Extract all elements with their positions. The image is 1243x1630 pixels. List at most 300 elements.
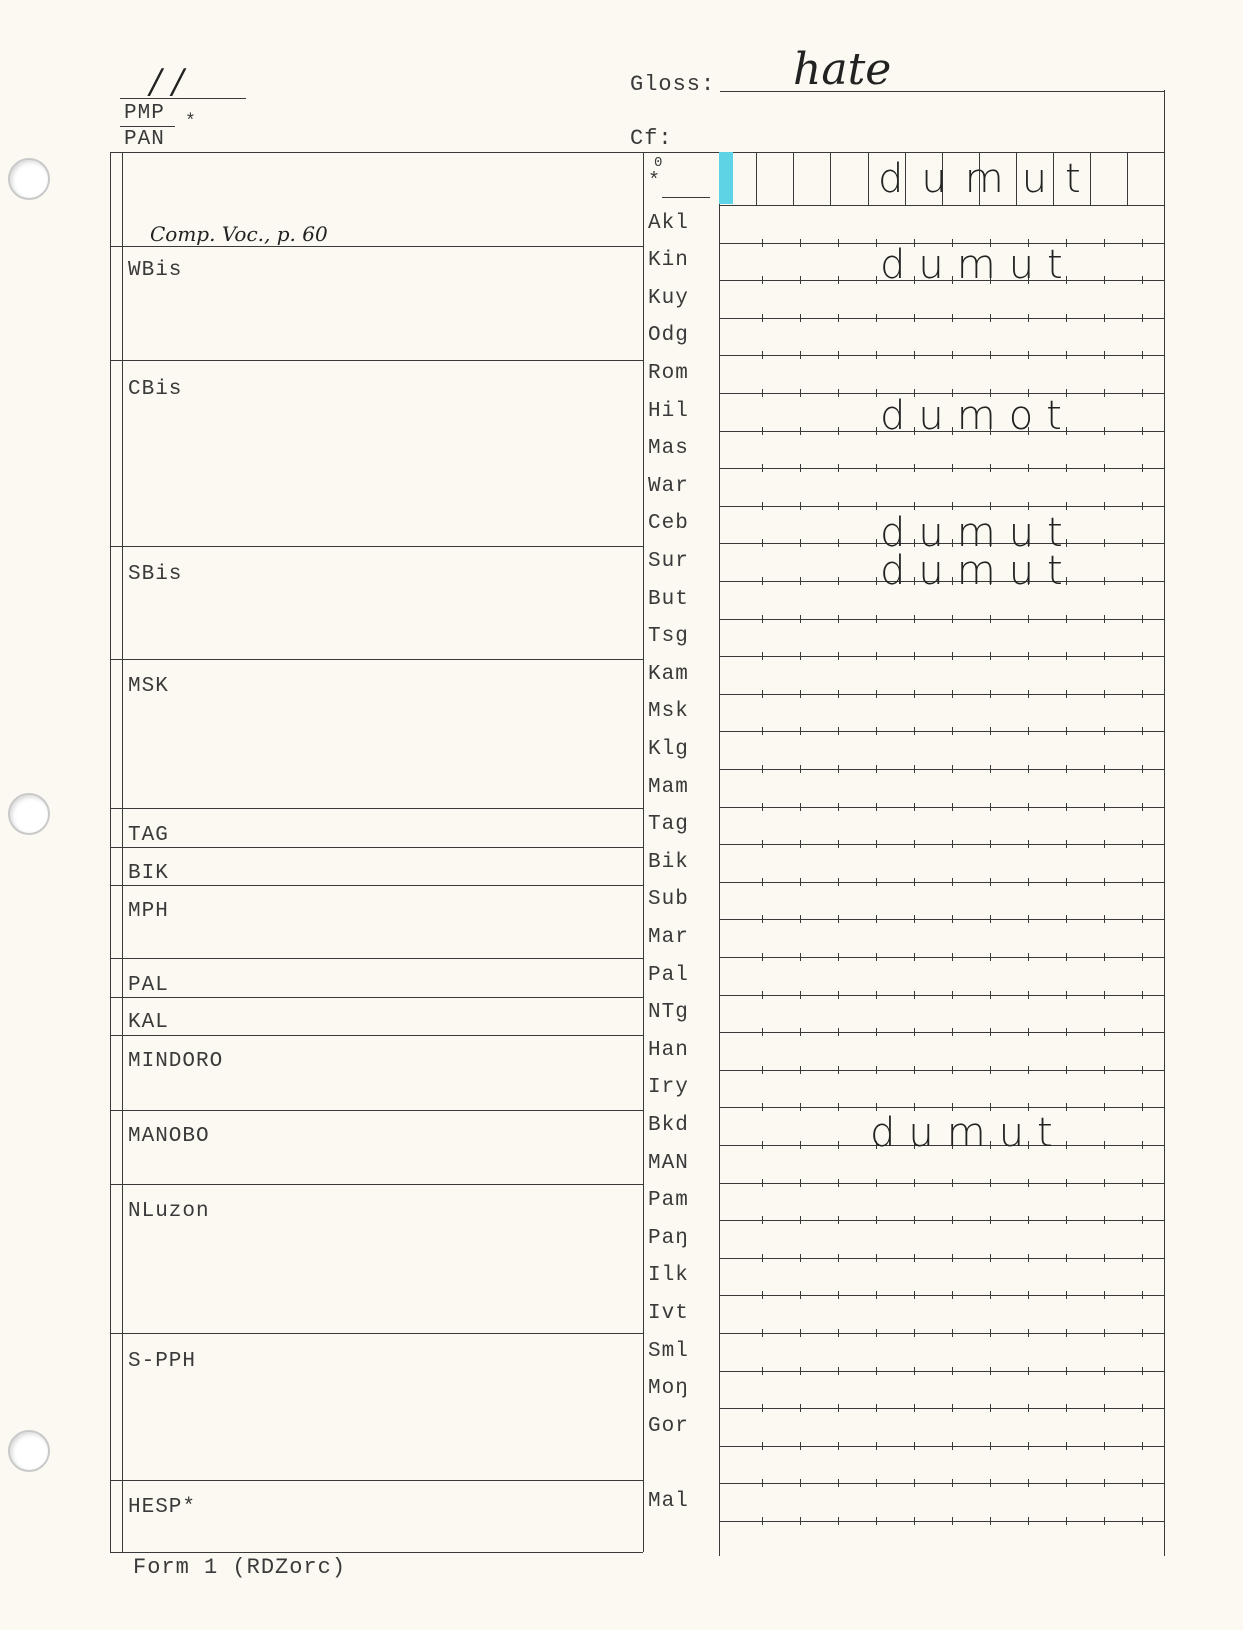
row-tick [1104, 502, 1105, 510]
language-row-line [719, 1295, 1164, 1296]
row-tick [838, 1141, 839, 1149]
row-tick [1104, 389, 1105, 397]
row-tick [838, 539, 839, 547]
row-tick [1104, 1291, 1105, 1299]
row-tick [838, 314, 839, 322]
row-tick [990, 351, 991, 359]
row-tick [800, 652, 801, 660]
language-label: Hil [648, 400, 689, 423]
row-tick [1142, 502, 1143, 510]
row-tick [1142, 1254, 1143, 1262]
row-tick [1142, 652, 1143, 660]
row-tick [800, 539, 801, 547]
region-pal: PAL [128, 974, 169, 997]
language-row-line [719, 1483, 1164, 1484]
row-tick [1104, 991, 1105, 999]
row-tick [914, 652, 915, 660]
row-tick [1142, 765, 1143, 773]
row-tick [876, 1517, 877, 1525]
row-tick [914, 1517, 915, 1525]
language-label: Sml [648, 1340, 689, 1363]
row-tick [1066, 1028, 1067, 1036]
row-tick [838, 765, 839, 773]
proto-boxed-form: dumut [878, 156, 1099, 202]
pan-label: PAN [124, 128, 165, 151]
row-tick [876, 502, 877, 510]
row-tick [990, 1254, 991, 1262]
row-tick [800, 577, 801, 585]
row-tick [800, 427, 801, 435]
row-tick [876, 727, 877, 735]
row-tick [800, 953, 801, 961]
row-tick [838, 1367, 839, 1375]
row-tick [876, 1254, 877, 1262]
row-tick [838, 502, 839, 510]
row-tick [1104, 239, 1105, 247]
row-tick [1104, 727, 1105, 735]
row-tick [876, 1404, 877, 1412]
entry-hil: dumot [880, 393, 1075, 439]
row-tick [838, 1179, 839, 1187]
row-tick [990, 690, 991, 698]
row-tick [838, 1216, 839, 1224]
row-tick [838, 840, 839, 848]
region-manobo: MANOBO [128, 1125, 210, 1148]
row-tick [914, 502, 915, 510]
row-tick [1028, 314, 1029, 322]
row-tick [876, 464, 877, 472]
row-tick [952, 1517, 953, 1525]
proto-small-mark: 0 [654, 155, 664, 171]
language-label: Han [648, 1039, 689, 1062]
row-tick [838, 652, 839, 660]
row-tick [1066, 1517, 1067, 1525]
row-tick [1066, 464, 1067, 472]
punch-hole-top [8, 158, 50, 200]
row-tick [1104, 840, 1105, 848]
row-tick [1104, 690, 1105, 698]
language-row-line [719, 656, 1164, 657]
row-tick [990, 314, 991, 322]
row-tick [1104, 915, 1105, 923]
row-tick [876, 1367, 877, 1375]
row-tick [1066, 1404, 1067, 1412]
row-tick [1028, 1291, 1029, 1299]
row-tick [838, 878, 839, 886]
row-tick [1066, 915, 1067, 923]
row-tick [762, 1216, 763, 1224]
row-tick [914, 1179, 915, 1187]
language-row-line [719, 919, 1164, 920]
row-tick [762, 765, 763, 773]
row-tick [1142, 1216, 1143, 1224]
row-tick [1066, 1479, 1067, 1487]
row-tick [952, 464, 953, 472]
row-tick [800, 351, 801, 359]
language-label: War [648, 475, 689, 498]
row-tick [1066, 727, 1067, 735]
row-tick [876, 652, 877, 660]
row-tick [1104, 1254, 1105, 1262]
row-tick [990, 991, 991, 999]
row-tick [914, 1254, 915, 1262]
row-tick [990, 1291, 991, 1299]
row-tick [1142, 1141, 1143, 1149]
language-label: Klg [648, 738, 689, 761]
row-tick [1142, 464, 1143, 472]
language-row-line [719, 995, 1164, 996]
row-tick [1028, 1367, 1029, 1375]
language-row-line [719, 355, 1164, 356]
language-row-line [719, 1258, 1164, 1259]
region-msk: MSK [128, 675, 169, 698]
row-tick [1028, 1216, 1029, 1224]
row-tick [876, 539, 877, 547]
row-tick [952, 1442, 953, 1450]
row-tick [1028, 464, 1029, 472]
language-row-line [719, 1446, 1164, 1447]
row-tick [876, 1216, 877, 1224]
row-tick [1104, 615, 1105, 623]
row-tick [762, 276, 763, 284]
language-row-line [719, 1333, 1164, 1334]
row-tick [800, 1028, 801, 1036]
pmp-star: * [185, 112, 197, 132]
row-tick [990, 953, 991, 961]
row-tick [1028, 1404, 1029, 1412]
row-tick [876, 1479, 877, 1487]
row-tick [914, 1216, 915, 1224]
row-tick [762, 1517, 763, 1525]
region-cbis: CBis [128, 378, 183, 401]
row-tick [952, 1216, 953, 1224]
language-label: Sur [648, 550, 689, 573]
row-tick [1104, 577, 1105, 585]
row-tick [1104, 1517, 1105, 1525]
row-tick [762, 953, 763, 961]
row-tick [952, 1066, 953, 1074]
row-tick [914, 464, 915, 472]
row-tick [1142, 615, 1143, 623]
language-label: Sub [648, 888, 689, 911]
row-tick [800, 991, 801, 999]
row-tick [838, 1479, 839, 1487]
row-tick [952, 615, 953, 623]
row-tick [1104, 1028, 1105, 1036]
row-tick [1066, 765, 1067, 773]
row-tick [952, 915, 953, 923]
row-tick [952, 690, 953, 698]
row-tick [1028, 878, 1029, 886]
language-row-line [719, 1220, 1164, 1221]
row-tick [990, 915, 991, 923]
row-tick [762, 239, 763, 247]
row-tick [762, 727, 763, 735]
language-label: Ivt [648, 1302, 689, 1325]
row-tick [914, 1329, 915, 1337]
row-tick [876, 991, 877, 999]
row-tick [1104, 539, 1105, 547]
row-tick [952, 1479, 953, 1487]
row-tick [800, 464, 801, 472]
row-tick [914, 1367, 915, 1375]
language-row-line [719, 1183, 1164, 1184]
row-tick [1142, 1179, 1143, 1187]
gloss-value: hate [793, 44, 892, 95]
row-tick [800, 276, 801, 284]
row-tick [762, 1404, 763, 1412]
row-tick [1142, 389, 1143, 397]
row-tick [952, 1254, 953, 1262]
region-sbis: SBis [128, 563, 183, 586]
row-tick [1104, 1442, 1105, 1450]
language-row-line [719, 619, 1164, 620]
language-label: Tag [648, 813, 689, 836]
language-label: Pam [648, 1189, 689, 1212]
row-tick [1142, 1103, 1143, 1111]
entry-kin: dumut [880, 242, 1076, 288]
row-tick [838, 427, 839, 435]
row-tick [1066, 991, 1067, 999]
row-tick [1104, 878, 1105, 886]
row-tick [876, 276, 877, 284]
row-tick [800, 1179, 801, 1187]
row-tick [800, 1066, 801, 1074]
row-tick [838, 615, 839, 623]
row-tick [1028, 1442, 1029, 1450]
row-tick [914, 991, 915, 999]
row-tick [1104, 1103, 1105, 1111]
row-tick [838, 577, 839, 585]
row-tick [762, 464, 763, 472]
row-tick [800, 690, 801, 698]
row-tick [952, 1028, 953, 1036]
row-tick [1142, 1517, 1143, 1525]
row-tick [1104, 1367, 1105, 1375]
row-tick [1028, 615, 1029, 623]
row-tick [1104, 1141, 1105, 1149]
row-tick [762, 577, 763, 585]
row-tick [762, 690, 763, 698]
row-tick [1066, 1291, 1067, 1299]
row-tick [1066, 615, 1067, 623]
row-tick [876, 840, 877, 848]
row-tick [838, 1442, 839, 1450]
language-label: Mas [648, 437, 689, 460]
row-tick [762, 1442, 763, 1450]
row-tick [990, 840, 991, 848]
row-tick [762, 878, 763, 886]
row-tick [1142, 840, 1143, 848]
row-tick [1028, 991, 1029, 999]
language-row-line [719, 769, 1164, 770]
row-tick [1142, 1404, 1143, 1412]
row-tick [876, 1442, 877, 1450]
language-label: But [648, 588, 689, 611]
row-tick [762, 1066, 763, 1074]
row-tick [876, 1179, 877, 1187]
language-label: NTg [648, 1001, 689, 1024]
row-tick [1028, 1329, 1029, 1337]
language-label: Tsg [648, 625, 689, 648]
row-tick [800, 502, 801, 510]
pmp-label: PMP [124, 102, 165, 125]
row-tick [876, 878, 877, 886]
row-tick [1142, 803, 1143, 811]
row-tick [800, 840, 801, 848]
row-tick [762, 915, 763, 923]
language-row-line [719, 694, 1164, 695]
row-tick [1142, 351, 1143, 359]
row-tick [1142, 953, 1143, 961]
row-tick [762, 389, 763, 397]
language-label: Gor [648, 1415, 689, 1438]
row-tick [800, 239, 801, 247]
row-tick [1066, 351, 1067, 359]
row-tick [800, 1479, 801, 1487]
row-tick [762, 1479, 763, 1487]
row-tick [876, 1329, 877, 1337]
row-tick [800, 389, 801, 397]
row-tick [914, 1291, 915, 1299]
row-tick [914, 840, 915, 848]
language-label: Mam [648, 776, 689, 799]
row-tick [838, 1103, 839, 1111]
row-tick [952, 502, 953, 510]
cf-label: Cf: [630, 126, 673, 151]
row-tick [1028, 915, 1029, 923]
row-tick [1028, 1066, 1029, 1074]
row-tick [1104, 953, 1105, 961]
row-tick [762, 1291, 763, 1299]
row-tick [1142, 1291, 1143, 1299]
row-tick [838, 1028, 839, 1036]
row-tick [1142, 1329, 1143, 1337]
row-tick [762, 1179, 763, 1187]
row-tick [1104, 1066, 1105, 1074]
row-tick [1142, 314, 1143, 322]
row-tick [1104, 464, 1105, 472]
row-tick [952, 765, 953, 773]
row-tick [1028, 765, 1029, 773]
row-tick [1066, 1329, 1067, 1337]
row-tick [1104, 314, 1105, 322]
row-tick [838, 389, 839, 397]
row-tick [1104, 1329, 1105, 1337]
region-bik: BIK [128, 862, 169, 885]
language-row-line [719, 506, 1164, 507]
row-tick [1142, 1479, 1143, 1487]
language-label: Paŋ [648, 1227, 689, 1250]
row-tick [914, 1404, 915, 1412]
row-tick [838, 276, 839, 284]
row-tick [762, 840, 763, 848]
language-row-line [719, 1107, 1164, 1108]
row-tick [952, 878, 953, 886]
row-tick [876, 953, 877, 961]
language-label: Kuy [648, 287, 689, 310]
row-tick [1104, 1404, 1105, 1412]
row-tick [800, 1103, 801, 1111]
row-tick [952, 840, 953, 848]
region-nluzon: NLuzon [128, 1200, 210, 1223]
row-tick [1028, 953, 1029, 961]
row-tick [914, 1028, 915, 1036]
row-tick [990, 1329, 991, 1337]
region-wbis: WBis [128, 259, 183, 282]
language-row-line [719, 1032, 1164, 1033]
row-tick [914, 803, 915, 811]
row-tick [990, 765, 991, 773]
row-tick [762, 1103, 763, 1111]
row-tick [990, 1517, 991, 1525]
language-row-line [719, 318, 1164, 319]
row-tick [952, 1404, 953, 1412]
row-tick [1066, 953, 1067, 961]
row-tick [1142, 878, 1143, 886]
region-tag: TAG [128, 824, 169, 847]
language-label: Rom [648, 362, 689, 385]
language-label: Ilk [648, 1264, 689, 1287]
row-tick [1142, 427, 1143, 435]
row-tick [1104, 765, 1105, 773]
row-tick [1066, 1179, 1067, 1187]
punch-hole-middle [8, 793, 50, 835]
row-tick [1104, 427, 1105, 435]
row-tick [1028, 1179, 1029, 1187]
row-tick [990, 1404, 991, 1412]
row-tick [876, 1066, 877, 1074]
row-tick [914, 1442, 915, 1450]
region-mindoro: MINDORO [128, 1050, 224, 1073]
row-tick [762, 502, 763, 510]
row-tick [876, 1291, 877, 1299]
row-tick [762, 314, 763, 322]
row-tick [800, 1216, 801, 1224]
row-tick [838, 1066, 839, 1074]
highlight-mark [719, 152, 733, 204]
row-tick [762, 351, 763, 359]
row-tick [876, 577, 877, 585]
row-tick [1066, 1254, 1067, 1262]
row-tick [990, 1367, 991, 1375]
row-tick [952, 351, 953, 359]
row-tick [838, 464, 839, 472]
row-tick [952, 1329, 953, 1337]
row-tick [990, 1066, 991, 1074]
region-mph: MPH [128, 900, 169, 923]
row-tick [1104, 803, 1105, 811]
row-tick [800, 765, 801, 773]
row-tick [952, 1367, 953, 1375]
row-tick [1066, 1066, 1067, 1074]
row-tick [1142, 1066, 1143, 1074]
row-tick [1028, 502, 1029, 510]
row-tick [914, 314, 915, 322]
row-tick [1066, 502, 1067, 510]
row-tick [990, 1216, 991, 1224]
row-tick [876, 239, 877, 247]
row-tick [952, 1179, 953, 1187]
row-tick [1066, 1442, 1067, 1450]
row-tick [914, 765, 915, 773]
row-tick [838, 953, 839, 961]
language-label: Msk [648, 700, 689, 723]
punch-hole-bottom [8, 1430, 50, 1472]
row-tick [1142, 690, 1143, 698]
row-tick [1066, 1216, 1067, 1224]
row-tick [990, 803, 991, 811]
